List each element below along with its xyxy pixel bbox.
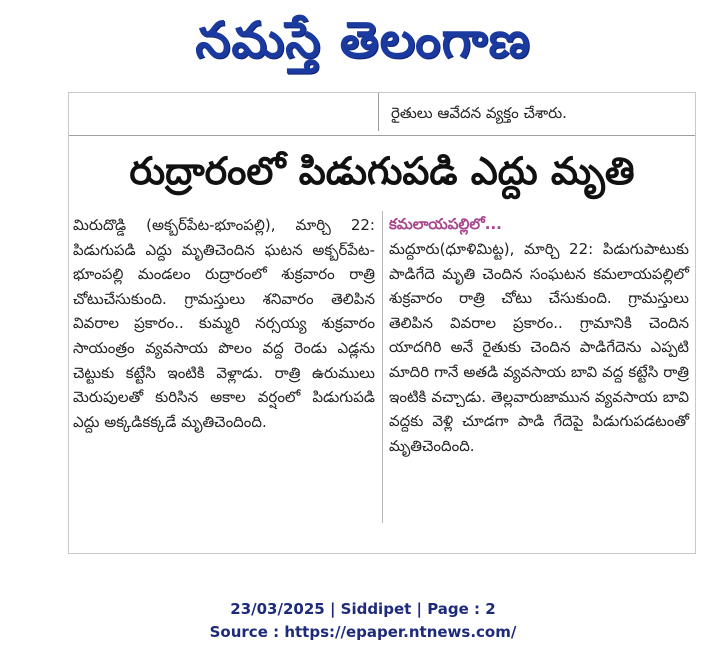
previous-article-last-line: రైతులు ఆవేదన వ్యక్తం చేశారు.	[391, 104, 567, 122]
masthead	[0, 4, 726, 82]
newspaper-logo: నమస్తే తెలంగాణ	[195, 11, 531, 69]
article-right-column	[389, 213, 689, 543]
right-column-body: మద్దూరు(ధూళిమిట్ట), మార్చి 22: పిడుగుపాటుకు పాడిగేదె మృతి చెందిన సంఘటన కమలాయపల్లిలో శుక్రవారం రాత్రి చోటు చేసుకుంది. గ్రామస్తులు తెలిపిన వివరాల ప్రకారం.. గ్రామానికి చెందిన యాదగిరి అనే రైతుకు చెందిన పాడిగేదెను ఎప్పటి మాదిరి గానే అతడి వ్యవసాయ బావి వద్ద కట్టేసి రాత్రి ఇంటికి వచ్చాడు. తెల్లవారుజామున వ్యవసాయ బావి వద్దకు వెళ్లి చూడగా పాడి గేదెపై పిడుగుపడటంతో మృతిచెందింది.	[389, 240, 689, 455]
column-divider-top	[378, 93, 379, 131]
date-edition-page: 23/03/2025 | Siddipet | Page : 2	[230, 600, 496, 618]
news-clipping	[68, 92, 696, 554]
right-column-subhead: కమలాయపల్లిలో...	[389, 215, 502, 233]
previous-article-strip	[69, 93, 695, 136]
cropped-text-fragment	[69, 93, 369, 107]
column-divider	[382, 211, 383, 523]
clipping-footer	[0, 598, 726, 648]
left-column-body: మిరుదొడ్డి (అక్బర్‌పేట-భూంపల్లి), మార్చి 22: పిడుగుపడి ఎద్దు మృతిచెందిన ఘటన అక్బర్‌పేట-భూంపల్లి మండలం రుద్రారంలో శుక్రవారం రాత్రి చోటుచేసుకుంది. గ్రామస్తులు శనివారం తెలిపిన వివరాల ప్రకారం.. కుమ్మరి నర్సయ్య శుక్రవారం సాయంత్రం వ్యవసాయ పొలం వద్ద రెండు ఎడ్లను చెట్టుకు కట్టేసి ఇంటికి వెళ్లాడు. రాత్రి ఉరుములు మెరుపులతో కురిసిన అకాల వర్షంలో పిడుగుపడి ఎద్దు అక్కడికక్కడే మృతిచెందింది.	[73, 216, 375, 431]
source-link[interactable]: Source : https://epaper.ntnews.com/	[209, 623, 517, 641]
article-headline: రుద్రారంలో పిడుగుపడి ఎద్దు మృతి	[129, 149, 635, 193]
article-left-column	[73, 213, 375, 543]
